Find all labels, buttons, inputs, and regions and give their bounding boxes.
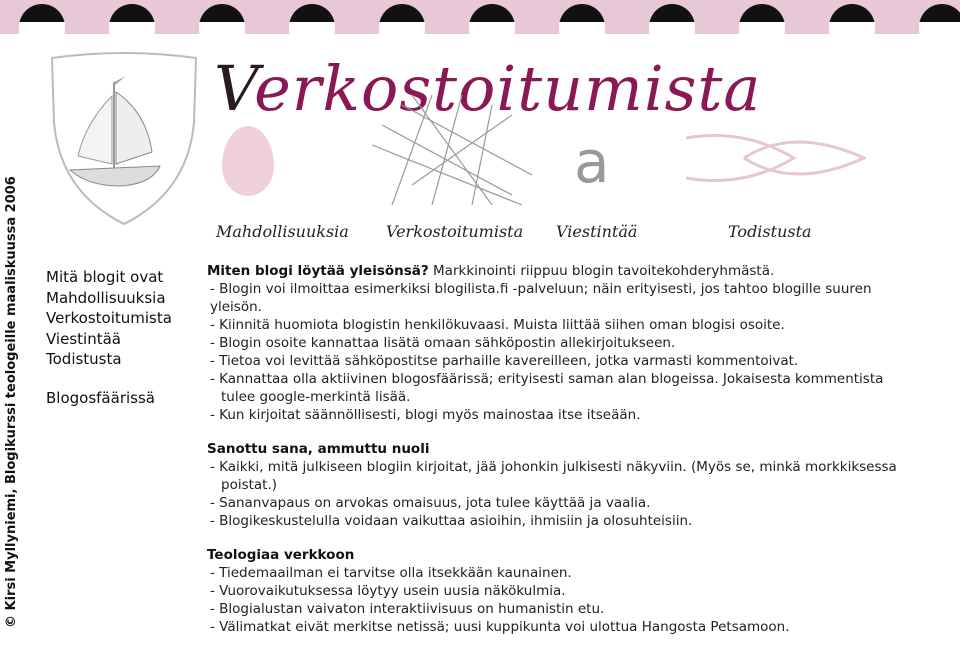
scallop-decoration [829, 4, 875, 50]
topnav-verkostoitumista[interactable]: Verkostoitumista [386, 222, 524, 241]
list-item: - Tietoa voi levittää sähköpostitse parhaille kavereilleen, jotka varmasti kommentoivat. [210, 353, 799, 369]
list-item: - Tiedemaailman ei tarvitse olla itsekkään kaunainen. [210, 565, 572, 581]
scallop-decoration [289, 4, 335, 50]
side-nav-blogosfaarissa[interactable]: Blogosfäärissä [46, 388, 155, 407]
list-item: - Kun kirjoitat säännöllisesti, blogi myös mainostaa itse itseään. [210, 407, 641, 423]
ship-shield-logo [48, 52, 200, 228]
list-item: - Blogialustan vaivaton interaktiivisuus on humanistin etu. [210, 601, 605, 617]
topnav-todistusta[interactable]: Todistusta [728, 222, 812, 241]
side-nav-verkostoitumista[interactable]: Verkostoitumista [46, 309, 172, 327]
section-heading-line [207, 262, 927, 280]
scallop-decoration [649, 4, 695, 50]
content-section [207, 262, 927, 424]
fish-icon [684, 132, 866, 184]
scallop-decoration [109, 4, 155, 50]
content-section [207, 546, 927, 636]
side-nav-todistusta[interactable]: Todistusta [46, 350, 122, 368]
scallop-decoration [559, 4, 605, 50]
scallop-decoration [739, 4, 785, 50]
scallop-decoration [379, 4, 425, 50]
section-heading: Miten blogi löytää yleisönsä? [207, 263, 429, 279]
list-item: - Blogikeskustelulla voidaan vaikuttaa asioihin, ihmisiin ja olosuhteisiin. [210, 513, 693, 529]
section-intro: Markkinointi riippuu blogin tavoitekohderyhmästä. [428, 263, 775, 279]
list-item: poistat.) [221, 477, 278, 493]
scallop-decoration [919, 4, 960, 50]
net-lines-decoration [372, 95, 537, 205]
egg-decoration [222, 126, 274, 196]
side-nav-mita-blogit-ovat[interactable]: Mitä blogit ovat [46, 268, 164, 286]
scallop-decoration [199, 4, 245, 50]
list-item: - Blogin voi ilmoittaa esimerkiksi blogilista.fi -palveluun; näin erityisesti, jos tahtoo blogille suuren yleisön. [210, 281, 872, 315]
section-heading: Sanottu sana, ammuttu nuoli [207, 441, 430, 457]
side-nav [46, 267, 172, 408]
side-nav-mahdollisuuksia[interactable]: Mahdollisuuksia [46, 288, 166, 307]
scallop-decoration [19, 4, 65, 50]
list-item: - Kiinnitä huomiota blogistin henkilökuvaasi. Muista liittää siihen oman blogisi osoite. [210, 317, 785, 333]
side-nav-viestintaa[interactable]: Viestintää [46, 329, 121, 348]
scallop-decoration [469, 4, 515, 50]
list-item: - Vuorovaikutuksessa löytyy usein uusia näkökulmia. [210, 583, 566, 599]
main-content [207, 262, 927, 652]
decor-letter: a [574, 128, 610, 196]
section-heading-line [207, 440, 927, 458]
list-item: - Välimatkat eivät merkitse netissä; uusi kuppikunta voi ulottua Hangosta Petsamoon. [210, 619, 790, 635]
section-heading: Teologiaa verkkoon [207, 547, 355, 563]
section-heading-line [207, 546, 927, 564]
list-item: - Kannattaa olla aktiivinen blogosfäärissä; erityisesti saman alan blogeissa. Jokaisesta kommentista [210, 371, 884, 387]
list-item: - Blogin osoite kannattaa lisätä omaan sähköpostin allekirjoitukseen. [210, 335, 676, 351]
list-item: tulee google-merkintä lisää. [221, 389, 411, 405]
copyright-vertical-text: © Kirsi Myllyniemi, Blogikurssi teologeille maaliskuussa 2006 [4, 176, 19, 628]
list-item: - Kaikki, mitä julkiseen blogiin kirjoitat, jää johonkin julkisesti näkyviin. (Myös se, minkä morkkiksessa [210, 459, 897, 475]
topnav-mahdollisuuksia[interactable]: Mahdollisuuksia [216, 222, 349, 241]
content-section [207, 440, 927, 530]
list-item: - Sananvapaus on arvokas omaisuus, jota tulee käyttää ja vaalia. [210, 495, 651, 511]
topnav-viestintaa[interactable]: Viestintää [556, 222, 638, 241]
page-title: Verkostoitumista [214, 52, 762, 125]
